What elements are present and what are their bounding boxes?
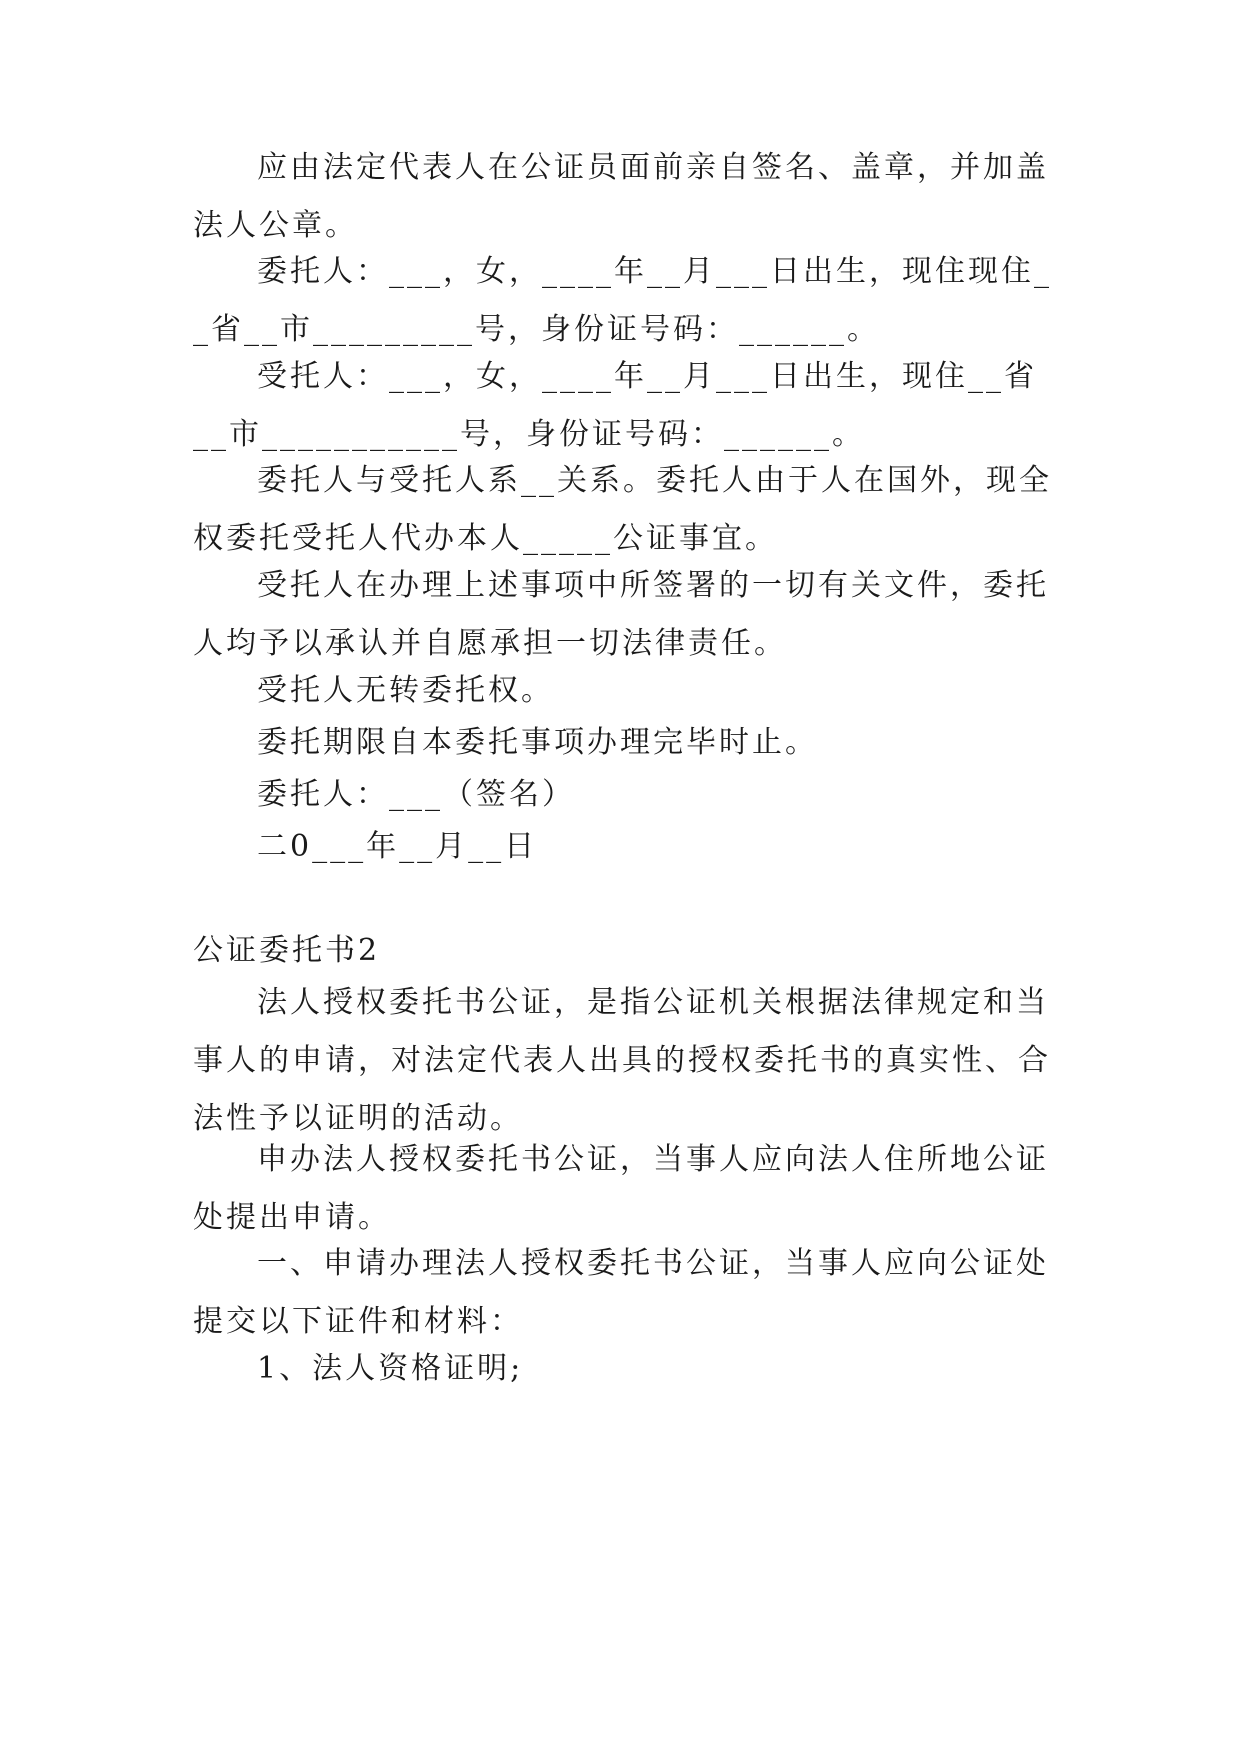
paragraph-term: 委托期限自本委托事项办理完毕时止。 (257, 725, 818, 760)
paragraph-required-materials: 一、申请办理法人授权委托书公证，当事人应向公证处提交以下证件和材料： (193, 1246, 1049, 1339)
paragraph-seal-requirement: 应由法定代表人在公证员面前亲自签名、盖章，并加盖法人公章。 (193, 150, 1049, 243)
paragraph-agent-info: 受托人：___，女，____年__月___日出生，现住__省__市___________号，身份证号码：______。 (193, 359, 1037, 452)
paragraph-date-line: 二0___年__月__日 (257, 829, 538, 864)
paragraph-signature-line: 委托人：___（签名） (257, 777, 575, 812)
paragraph-definition: 法人授权委托书公证，是指公证机关根据法律规定和当事人的申请，对法定代表人出具的授权委托书的真实性、合法性予以证明的活动。 (193, 985, 1051, 1136)
paragraph-relationship: 委托人与受托人系__关系。委托人由于人在国外，现全权委托受托人代办本人_____公证事宜。 (193, 463, 1052, 556)
paragraph-application-venue: 申办法人授权委托书公证，当事人应向法人住所地公证处提出申请。 (193, 1142, 1049, 1235)
section-title: 公证委托书2 (193, 933, 381, 968)
paragraph-principal-info: 委托人：___，女，____年__月___日出生，现住现住__省__市_________号，身份证号码：______。 (193, 254, 1052, 347)
list-item-legal-person-proof: 1、法人资格证明; (257, 1351, 524, 1386)
paragraph-liability: 受托人在办理上述事项中所签署的一切有关文件，委托人均予以承认并自愿承担一切法律责任。 (193, 568, 1049, 661)
paragraph-no-subdelegation: 受托人无转委托权。 (257, 673, 554, 708)
